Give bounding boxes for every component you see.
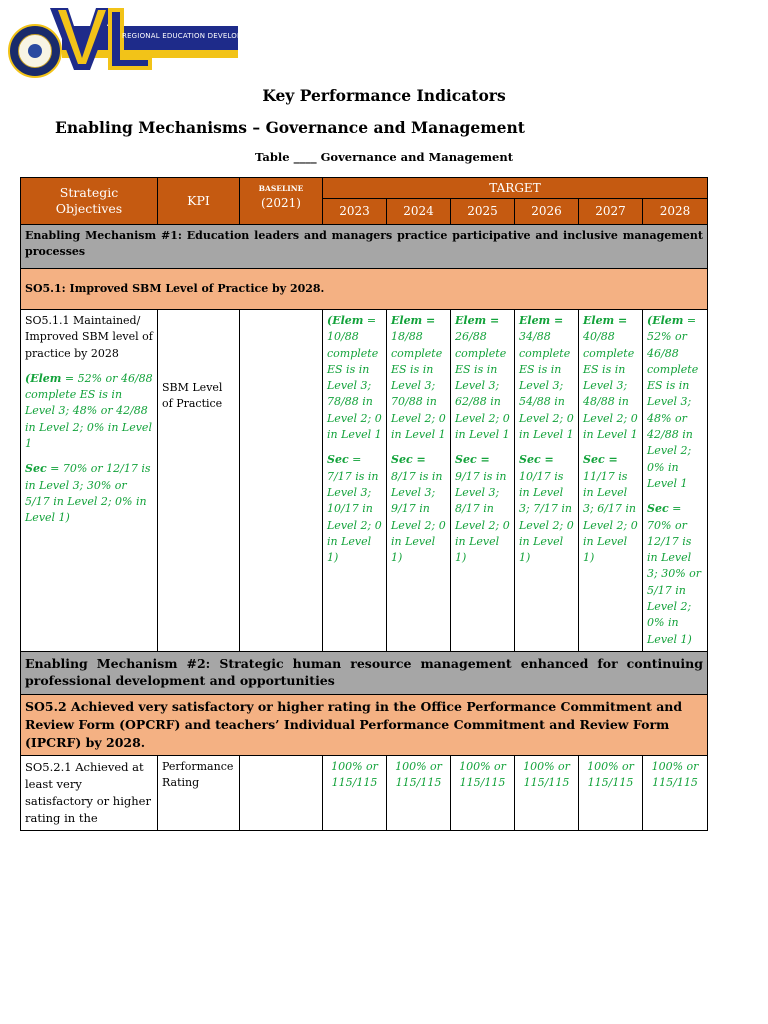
elem-text: 26/88 complete ES is in Level 3; 62/88 in Level 2; 0 in Level 1 xyxy=(455,330,510,442)
target-cell-2026: 100% or 115/115 xyxy=(515,755,579,830)
page-title: Key Performance Indicators xyxy=(262,86,506,105)
target-cell-2024: 100% or 115/115 xyxy=(387,755,451,830)
sec-text: 11/17 is in Level 3; 6/17 in Level 2; 0 in Level 1) xyxy=(583,469,638,565)
header-year: 2024 xyxy=(387,199,451,225)
kpi-cell: SBM Level of Practice xyxy=(158,310,240,652)
baseline-cell xyxy=(240,755,323,830)
elem-text: 40/88 complete ES is in Level 3; 48/88 in Level 2; 0 in Level 1 xyxy=(583,330,638,442)
sec-label: Sec = xyxy=(455,453,490,467)
sec-label: Sec = xyxy=(391,453,426,467)
target-cell-2023 xyxy=(323,310,387,652)
elem-label: (Elem xyxy=(327,314,364,327)
header-strategic-objectives: Strategic Objectives xyxy=(21,178,158,225)
header-baseline-label: BASELINE xyxy=(258,184,304,193)
so51-row xyxy=(21,269,708,310)
header-kpi: KPI xyxy=(158,178,240,225)
target-cell-2023: 100% or 115/115 xyxy=(323,755,387,830)
so52-row xyxy=(21,694,708,755)
baseline-cell xyxy=(240,310,323,652)
header-baseline xyxy=(240,178,323,225)
enabling-mechanism-2-row xyxy=(21,651,708,694)
sec-text: 8/17 is in Level 3; 9/17 in Level 2; 0 in Level 1) xyxy=(391,469,446,565)
header-year: 2026 xyxy=(515,199,579,225)
elem-label: Elem = xyxy=(391,314,436,327)
sec-text: = 70% or 12/17 is in Level 3; 30% or 5/17 in Level 2; 0% in Level 1) xyxy=(25,462,151,525)
plan-name: REGIONAL EDUCATION DEVELOPMENT PLAN xyxy=(122,32,284,40)
page-subtitle: Enabling Mechanisms – Governance and Management xyxy=(55,118,525,137)
elem-label: (Elem xyxy=(25,371,62,385)
target-cell-2028: 100% or 115/115 xyxy=(643,755,708,830)
header-row-1 xyxy=(21,178,708,199)
sec-text: = 70% or 12/17 is in Level 3; 30% or 5/17 in Level 2; 0% in Level 1) xyxy=(647,502,702,646)
sec-label: Sec = xyxy=(519,453,554,467)
sec-label: Sec xyxy=(25,462,47,476)
elem-text: = 10/88 complete ES is in Level 3; 78/88 in Level 2; 0 in Level 1 xyxy=(327,314,382,442)
target-cell-2027: 100% or 115/115 xyxy=(579,755,643,830)
target-cell-2027 xyxy=(579,310,643,652)
header-year: 2023 xyxy=(323,199,387,225)
header-year: 2025 xyxy=(451,199,515,225)
sec-text: 9/17 is in Level 3; 8/17 in Level 2; 0 in Level 1) xyxy=(455,469,510,565)
objective-elem-note xyxy=(25,371,153,452)
header-target: TARGET xyxy=(323,178,708,199)
target-cell-2025: 100% or 115/115 xyxy=(451,755,515,830)
sec-text: 10/17 is in Level 3; 7/17 in Level 2; 0 in Level 1) xyxy=(519,469,574,565)
enabling-mechanism-1: Enabling Mechanism #1: Education leaders and managers practice participative and inclusive management processes xyxy=(21,225,708,269)
enabling-mechanism-2: Enabling Mechanism #2: Strategic human resource management enhanced for continuing professional development and opportunities xyxy=(21,651,708,694)
sec-label: Sec = xyxy=(583,453,618,467)
document-header xyxy=(0,0,768,80)
objective-text: SO5.1.1 Maintained/ Improved SBM level of practice by 2028 xyxy=(25,314,153,360)
table-caption: Table ____ Governance and Management xyxy=(254,150,514,164)
strategic-objective-so52: SO5.2 Achieved very satisfactory or higher rating in the Office Performance Commitment and Review Form (OPCRF) and teachers’ Individual Performance Commitment and Review Form (IPCRF) by 2028. xyxy=(21,694,708,755)
sec-label: Sec xyxy=(327,453,349,467)
elem-label: Elem = xyxy=(519,314,564,327)
header-year: 2027 xyxy=(579,199,643,225)
elem-text: = 52% or 46/88 complete ES is in Level 3; 48% or 42/88 in Level 2; 0% in Level 1 xyxy=(25,371,153,451)
kpi-table xyxy=(20,177,708,831)
target-cell-2028 xyxy=(643,310,708,652)
sec-label: Sec xyxy=(647,502,669,516)
header-baseline-year: (2021) xyxy=(261,196,301,210)
target-cell-2025 xyxy=(451,310,515,652)
target-cell-2026 xyxy=(515,310,579,652)
objective-sec-note xyxy=(25,461,153,526)
elem-text: = 52% or 46/88 complete ES is in Level 3; 48% or 42/88 in Level 2; 0% in Level 1 xyxy=(647,314,699,490)
elem-label: Elem = xyxy=(455,314,500,327)
strategic-objective-so51: SO5.1: Improved SBM Level of Practice by 2028. xyxy=(21,269,708,310)
objective-cell xyxy=(21,310,158,652)
objective-cell: SO5.2.1 Achieved at least very satisfactory or higher rating in the xyxy=(21,755,158,830)
elem-text: 34/88 complete ES is in Level 3; 54/88 in Level 2; 0 in Level 1 xyxy=(519,330,574,442)
sec-text: = 7/17 is in Level 3; 10/17 in Level 2; 0 in Level 1) xyxy=(327,453,382,565)
elem-label: Elem = xyxy=(583,314,628,327)
deped-seal-icon xyxy=(8,24,62,78)
enabling-mechanism-1-row xyxy=(21,225,708,269)
elem-label: (Elem xyxy=(647,314,684,327)
table-row xyxy=(21,310,708,652)
elem-text: 18/88 complete ES is in Level 3; 70/88 in Level 2; 0 in Level 1 xyxy=(391,330,446,442)
target-cell-2024 xyxy=(387,310,451,652)
kpi-cell: Performance Rating xyxy=(158,755,240,830)
table-row xyxy=(21,755,708,830)
header-year: 2028 xyxy=(643,199,708,225)
